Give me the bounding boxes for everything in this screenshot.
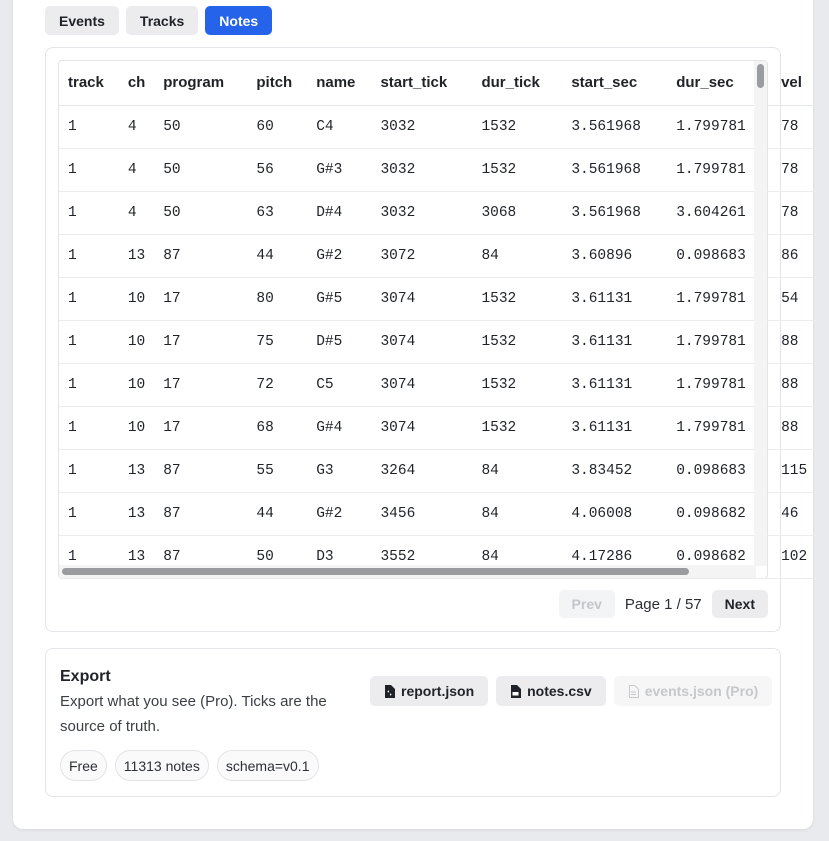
table-cell-dur-sec: 1.799781 xyxy=(667,406,772,449)
table-cell-ch: 4 xyxy=(119,105,154,148)
table-row xyxy=(59,320,819,363)
table-cell-vel: 78 xyxy=(772,105,819,148)
table-cell-start-sec: 4.17286 xyxy=(562,535,667,578)
table-cell-start-sec: 3.561968 xyxy=(562,105,667,148)
export-title: Export xyxy=(60,668,111,685)
table-cell-dur-sec: 1.799781 xyxy=(667,148,772,191)
col-start-sec: start_sec xyxy=(562,61,667,105)
prev-page-button[interactable]: Prev xyxy=(559,590,615,618)
table-cell-ch: 13 xyxy=(119,234,154,277)
table-cell-pitch: 75 xyxy=(247,320,307,363)
table-cell-start-tick: 3032 xyxy=(371,105,472,148)
table-cell-dur-tick: 84 xyxy=(472,234,562,277)
table-cell-pitch: 80 xyxy=(247,277,307,320)
table-cell-dur-tick: 1532 xyxy=(472,320,562,363)
table-cell-pitch: 63 xyxy=(247,191,307,234)
table-cell-track: 1 xyxy=(59,449,119,492)
table-cell-ch: 10 xyxy=(119,406,154,449)
table-row xyxy=(59,406,819,449)
table-cell-track: 1 xyxy=(59,148,119,191)
col-start-tick: start_tick xyxy=(371,61,472,105)
table-cell-ch: 10 xyxy=(119,277,154,320)
table-row xyxy=(59,492,819,535)
tab-tracks[interactable]: Tracks xyxy=(126,6,198,35)
table-cell-start-tick: 3264 xyxy=(371,449,472,492)
table-cell-vel: 88 xyxy=(772,406,819,449)
table-cell-name: D3 xyxy=(307,535,371,578)
table-cell-program: 50 xyxy=(154,105,247,148)
table-cell-dur-sec: 1.799781 xyxy=(667,320,772,363)
export-buttons xyxy=(370,676,772,706)
col-ch: ch xyxy=(119,61,154,105)
table-cell-vel: 54 xyxy=(772,277,819,320)
table-cell-start-tick: 3074 xyxy=(371,320,472,363)
table-header-row xyxy=(59,61,819,105)
col-dur-tick: dur_tick xyxy=(472,61,562,105)
tab-notes[interactable]: Notes xyxy=(205,6,272,35)
table-cell-name: G#5 xyxy=(307,277,371,320)
table-row xyxy=(59,277,819,320)
table-row xyxy=(59,105,819,148)
table-cell-start-sec: 3.61131 xyxy=(562,406,667,449)
table-cell-name: G#4 xyxy=(307,406,371,449)
table-body xyxy=(59,105,819,578)
plan-badge: Free xyxy=(60,750,107,781)
export-events-json-button[interactable] xyxy=(614,676,773,706)
table-cell-vel: 78 xyxy=(772,148,819,191)
table-cell-start-tick: 3032 xyxy=(371,191,472,234)
table-row xyxy=(59,363,819,406)
table-cell-program: 87 xyxy=(154,535,247,578)
table-cell-name: C5 xyxy=(307,363,371,406)
col-name: name xyxy=(307,61,371,105)
table-cell-pitch: 60 xyxy=(247,105,307,148)
table-cell-dur-tick: 84 xyxy=(472,535,562,578)
table-cell-ch: 4 xyxy=(119,191,154,234)
table-cell-track: 1 xyxy=(59,191,119,234)
table-cell-dur-tick: 3068 xyxy=(472,191,562,234)
table-cell-program: 87 xyxy=(154,449,247,492)
export-section xyxy=(45,648,781,797)
table-cell-start-sec: 3.83452 xyxy=(562,449,667,492)
table-cell-dur-sec: 0.098683 xyxy=(667,234,772,277)
table-cell-vel: 102 xyxy=(772,535,819,578)
app-card xyxy=(13,0,813,829)
table-cell-program: 17 xyxy=(154,320,247,363)
tab-events[interactable]: Events xyxy=(45,6,119,35)
table-row xyxy=(59,191,819,234)
table-row xyxy=(59,148,819,191)
notes-table xyxy=(59,61,819,579)
table-cell-track: 1 xyxy=(59,234,119,277)
table-cell-track: 1 xyxy=(59,363,119,406)
table-cell-dur-tick: 1532 xyxy=(472,105,562,148)
table-cell-dur-tick: 1532 xyxy=(472,148,562,191)
next-page-button[interactable]: Next xyxy=(712,590,768,618)
schema-badge: schema=v0.1 xyxy=(217,750,319,781)
export-events-json-label: events.json (Pro) xyxy=(644,683,759,699)
table-cell-program: 87 xyxy=(154,492,247,535)
table-cell-start-tick: 3074 xyxy=(371,406,472,449)
export-report-json-button[interactable] xyxy=(370,676,488,706)
table-cell-start-tick: 3072 xyxy=(371,234,472,277)
table-cell-pitch: 44 xyxy=(247,492,307,535)
table-cell-program: 17 xyxy=(154,277,247,320)
table-cell-start-sec: 3.561968 xyxy=(562,148,667,191)
export-notes-csv-label: notes.csv xyxy=(527,683,592,699)
table-cell-start-tick: 3032 xyxy=(371,148,472,191)
table-cell-start-sec: 3.61131 xyxy=(562,277,667,320)
table-cell-dur-tick: 1532 xyxy=(472,406,562,449)
table-cell-start-tick: 3456 xyxy=(371,492,472,535)
csv-file-icon xyxy=(510,685,521,698)
table-cell-track: 1 xyxy=(59,406,119,449)
status-chips xyxy=(60,750,319,781)
pagination xyxy=(559,590,768,618)
table-cell-name: D#4 xyxy=(307,191,371,234)
table-cell-dur-tick: 1532 xyxy=(472,363,562,406)
table-cell-track: 1 xyxy=(59,535,119,578)
table-cell-name: C4 xyxy=(307,105,371,148)
table-cell-name: G#3 xyxy=(307,148,371,191)
table-cell-ch: 10 xyxy=(119,320,154,363)
table-cell-program: 17 xyxy=(154,363,247,406)
table-cell-start-tick: 3552 xyxy=(371,535,472,578)
table-cell-start-sec: 3.61131 xyxy=(562,320,667,363)
table-cell-ch: 13 xyxy=(119,535,154,578)
table-cell-track: 1 xyxy=(59,320,119,363)
table-cell-program: 50 xyxy=(154,148,247,191)
horizontal-scroll-thumb[interactable] xyxy=(62,568,689,575)
col-dur-sec: dur_sec xyxy=(667,61,772,105)
table-cell-dur-sec: 0.098682 xyxy=(667,535,772,578)
table-cell-start-sec: 3.60896 xyxy=(562,234,667,277)
notes-panel xyxy=(45,47,808,632)
export-report-json-label: report.json xyxy=(401,683,475,699)
export-notes-csv-button[interactable] xyxy=(496,676,606,706)
table-cell-track: 1 xyxy=(59,277,119,320)
table-cell-name: G3 xyxy=(307,449,371,492)
table-cell-track: 1 xyxy=(59,105,119,148)
table-cell-start-tick: 3074 xyxy=(371,363,472,406)
table-cell-ch: 13 xyxy=(119,449,154,492)
export-description: Export what you see (Pro). Ticks are the source of truth. xyxy=(60,693,327,735)
table-viewport[interactable] xyxy=(59,61,808,566)
table-cell-dur-sec: 0.098683 xyxy=(667,449,772,492)
table-cell-pitch: 72 xyxy=(247,363,307,406)
table-cell-pitch: 55 xyxy=(247,449,307,492)
table-cell-program: 17 xyxy=(154,406,247,449)
table-cell-dur-sec: 0.098682 xyxy=(667,492,772,535)
table-cell-dur-tick: 84 xyxy=(472,449,562,492)
table-cell-pitch: 50 xyxy=(247,535,307,578)
vertical-scroll-thumb[interactable] xyxy=(757,64,764,88)
table-cell-ch: 4 xyxy=(119,148,154,191)
table-cell-ch: 13 xyxy=(119,492,154,535)
table-cell-name: G#2 xyxy=(307,492,371,535)
horizontal-scrollbar[interactable] xyxy=(59,565,756,578)
table-row xyxy=(59,449,819,492)
col-track: track xyxy=(59,61,119,105)
table-cell-pitch: 68 xyxy=(247,406,307,449)
table-cell-vel: 46 xyxy=(772,492,819,535)
notes-table-container xyxy=(58,60,808,579)
table-cell-dur-sec: 1.799781 xyxy=(667,363,772,406)
table-cell-dur-sec: 3.604261 xyxy=(667,191,772,234)
table-cell-vel: 88 xyxy=(772,320,819,363)
table-cell-dur-sec: 1.799781 xyxy=(667,277,772,320)
view-tabs xyxy=(45,6,272,35)
table-cell-dur-sec: 1.799781 xyxy=(667,105,772,148)
table-row xyxy=(59,234,819,277)
col-pitch: pitch xyxy=(247,61,307,105)
notes-count-badge: 11313 notes xyxy=(115,750,209,781)
json-file-icon xyxy=(384,685,395,698)
table-cell-start-tick: 3074 xyxy=(371,277,472,320)
table-cell-program: 50 xyxy=(154,191,247,234)
table-cell-start-sec: 3.561968 xyxy=(562,191,667,234)
table-cell-program: 87 xyxy=(154,234,247,277)
table-cell-vel: 86 xyxy=(772,234,819,277)
table-cell-vel: 115 xyxy=(772,449,819,492)
table-cell-start-sec: 4.06008 xyxy=(562,492,667,535)
table-cell-dur-tick: 1532 xyxy=(472,277,562,320)
table-cell-dur-tick: 84 xyxy=(472,492,562,535)
col-program: program xyxy=(154,61,247,105)
table-cell-track: 1 xyxy=(59,492,119,535)
table-cell-vel: 78 xyxy=(772,191,819,234)
table-cell-start-sec: 3.61131 xyxy=(562,363,667,406)
table-cell-pitch: 44 xyxy=(247,234,307,277)
table-cell-name: D#5 xyxy=(307,320,371,363)
table-cell-ch: 10 xyxy=(119,363,154,406)
table-cell-name: G#2 xyxy=(307,234,371,277)
vertical-scrollbar[interactable] xyxy=(754,61,767,566)
file-icon xyxy=(628,685,639,698)
table-cell-vel: 88 xyxy=(772,363,819,406)
col-vel: vel xyxy=(772,61,819,105)
page-indicator: Page 1 / 57 xyxy=(624,595,702,613)
table-cell-pitch: 56 xyxy=(247,148,307,191)
